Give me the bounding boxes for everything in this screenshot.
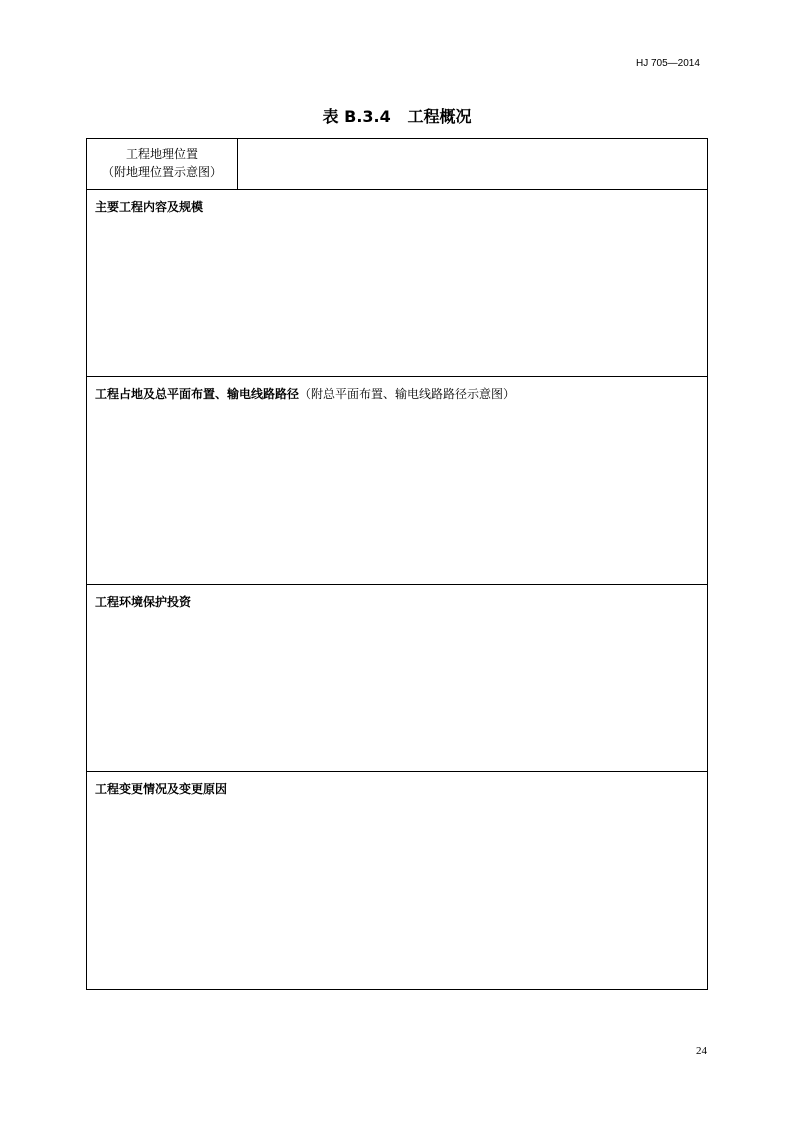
project-overview-table [86,138,708,990]
location-value-cell[interactable] [238,139,707,189]
section-label [95,385,695,403]
section-title: 主要工程内容及规模 [95,200,204,214]
section-label [95,593,695,611]
section-title: 工程环境保护投资 [95,595,192,609]
table-title: 表 B.3.4 工程概况 [322,107,472,126]
section-note: （附总平面布置、输电线路路径示意图） [299,387,516,401]
section-env-investment[interactable] [87,585,707,772]
document-code: HJ 705—2014 [636,58,700,69]
section-land-layout[interactable] [87,377,707,585]
location-row [87,139,707,190]
section-title: 工程变更情况及变更原因 [95,782,228,796]
page-number: 24 [696,1045,707,1057]
location-label-note: （附地理位置示意图） [101,165,222,179]
section-changes[interactable] [87,772,707,989]
section-main-content[interactable] [87,190,707,377]
location-label: 工程地理位置 [125,147,198,161]
location-label-cell [87,139,238,189]
section-label [95,780,695,798]
section-label [95,198,695,216]
section-title: 工程占地及总平面布置、输电线路路径 [95,387,300,401]
